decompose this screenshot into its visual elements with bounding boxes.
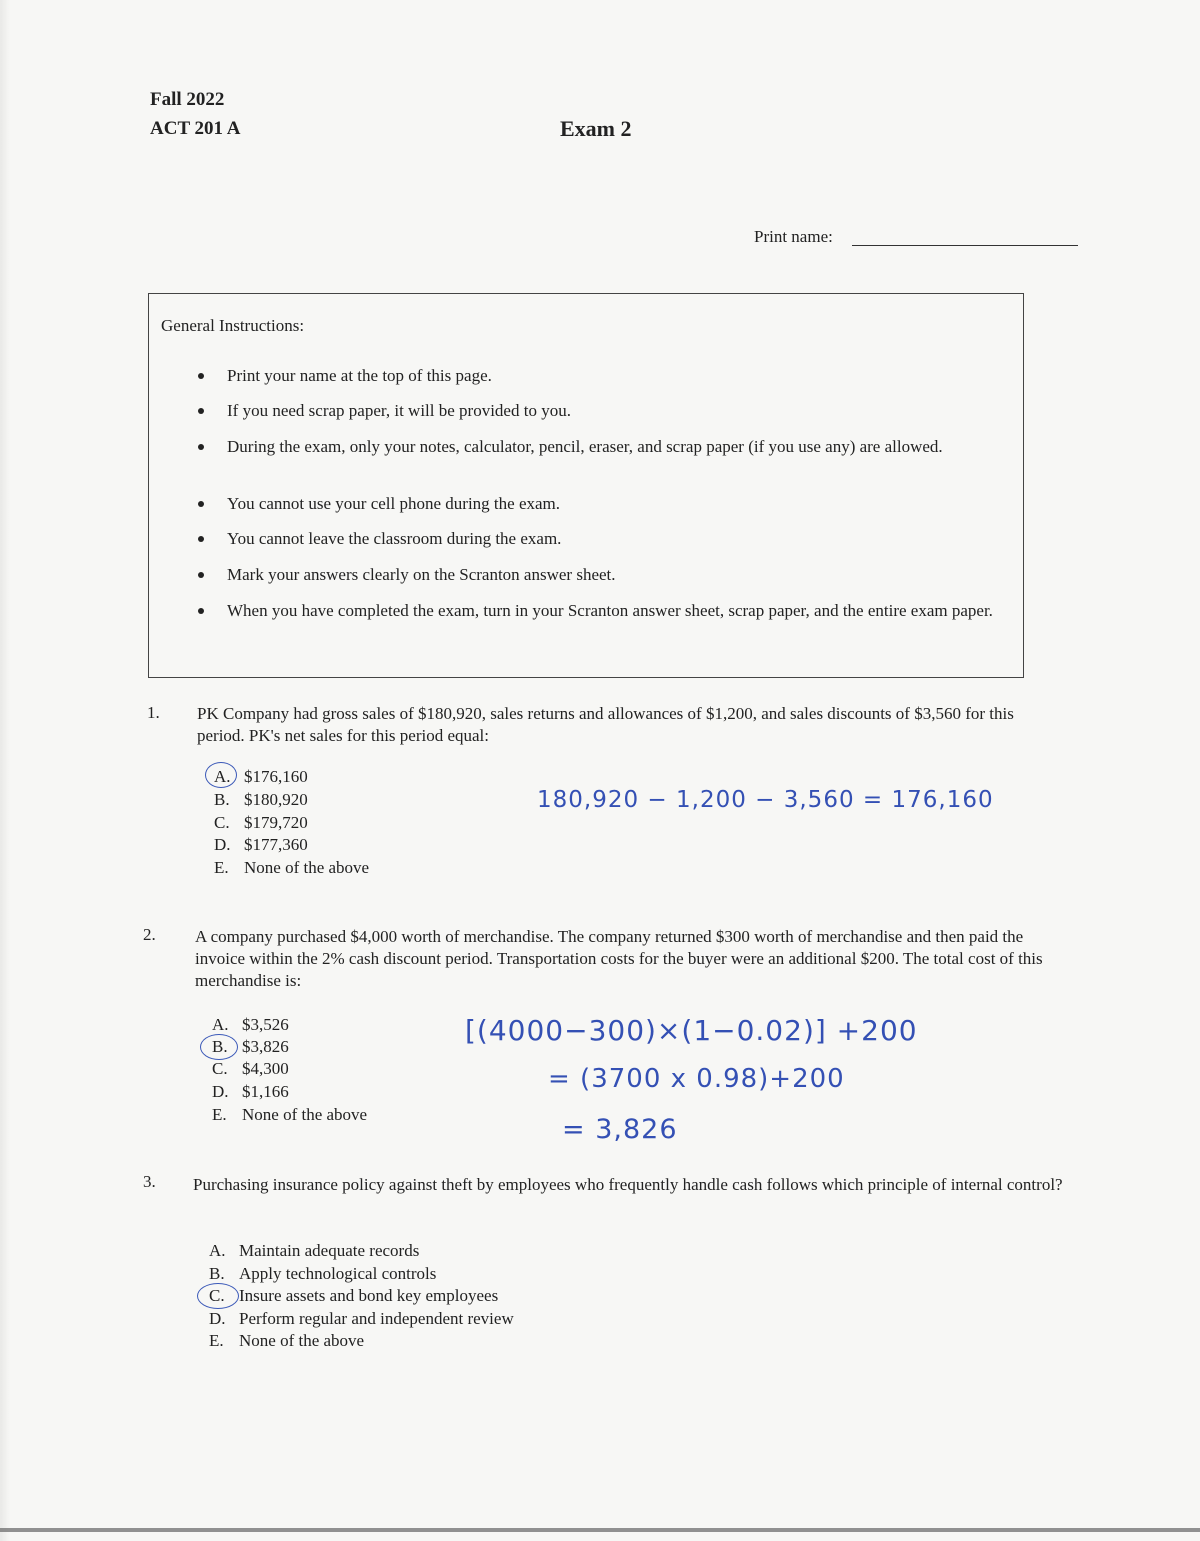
option-b[interactable]: [212, 1036, 289, 1058]
instruction-text: Print your name at the top of this page.: [227, 366, 492, 385]
option-d[interactable]: [212, 1081, 289, 1103]
instruction-text: If you need scrap paper, it will be provided to you.: [227, 401, 571, 420]
instruction-item: [227, 564, 1017, 585]
bullet-icon: [198, 608, 204, 614]
question-text: Purchasing insurance policy against theft by employees who frequently handle cash follows which principle of internal control?: [193, 1175, 1063, 1194]
option-letter: B.: [209, 1264, 225, 1283]
option-letter: D.: [209, 1309, 226, 1328]
option-text: None of the above: [244, 858, 370, 877]
term-label: Fall 2022: [150, 89, 225, 110]
scan-edge-line: [0, 1528, 1200, 1532]
option-text: Apply technological controls: [239, 1264, 437, 1283]
instruction-text: When you have completed the exam, turn in your Scranton answer sheet, scrap paper, and the entire exam paper.: [227, 601, 993, 620]
option-letter: B.: [212, 1037, 228, 1056]
instruction-item: [227, 528, 1017, 549]
print-name-label: Print name:: [754, 227, 833, 246]
handwritten-work: 180,920 − 1,200 − 3,560 = 176,160: [537, 787, 994, 813]
instruction-item: [227, 365, 1017, 386]
instruction-item: [227, 493, 1017, 514]
option-letter: D.: [212, 1082, 229, 1101]
handwritten-work: = (3700 x 0.98)+200: [548, 1064, 845, 1094]
question-text: PK Company had gross sales of $180,920, sales returns and allowances of $1,200, and sales discounts of $3,560 for this period. PK's net sales for this period equal:: [197, 704, 1014, 745]
option-letter: E.: [209, 1331, 224, 1350]
handwritten-work: = 3,826: [562, 1114, 678, 1145]
option-a[interactable]: [214, 766, 308, 788]
option-a[interactable]: [209, 1240, 419, 1262]
option-c[interactable]: [212, 1058, 289, 1080]
option-text: $1,166: [242, 1082, 289, 1101]
option-letter: A.: [214, 767, 231, 786]
course-label: ACT 201 A: [150, 118, 241, 139]
option-letter: A.: [209, 1241, 226, 1260]
instruction-item: [227, 436, 1017, 457]
option-text: $4,300: [242, 1059, 289, 1078]
option-e[interactable]: [212, 1104, 367, 1126]
option-text: None of the above: [242, 1105, 368, 1124]
instruction-text: During the exam, only your notes, calculator, pencil, eraser, and scrap paper (if you use any) are allowed.: [227, 437, 943, 456]
instruction-text: Mark your answers clearly on the Scranton answer sheet.: [227, 565, 616, 584]
option-e[interactable]: [209, 1330, 364, 1352]
bullet-icon: [198, 572, 204, 578]
option-text: $3,826: [242, 1037, 289, 1056]
instruction-item: [227, 600, 1017, 621]
scan-shadow: [0, 0, 10, 1541]
option-d[interactable]: [209, 1308, 514, 1330]
option-text: $176,160: [244, 767, 308, 786]
option-a[interactable]: [212, 1014, 289, 1036]
handwritten-work: [(4000−300)×(1−0.02)] +200: [465, 1014, 918, 1047]
option-letter: B.: [214, 790, 230, 809]
print-name-line[interactable]: [852, 245, 1078, 246]
question-number: 1.: [147, 703, 160, 722]
option-text: Insure assets and bond key employees: [239, 1286, 499, 1305]
option-c[interactable]: [209, 1285, 498, 1307]
option-text: $3,526: [242, 1015, 289, 1034]
exam-title: Exam 2: [560, 116, 632, 141]
option-letter: A.: [212, 1015, 229, 1034]
option-text: Maintain adequate records: [239, 1241, 420, 1260]
option-letter: E.: [214, 858, 229, 877]
bullet-icon: [198, 373, 204, 379]
instruction-text: You cannot use your cell phone during the exam.: [227, 494, 561, 513]
bullet-icon: [198, 501, 204, 507]
question-text: A company purchased $4,000 worth of merchandise. The company returned $300 worth of merchandise and then paid the invoice within the 2% cash discount period. Transportation costs for the buyer were an additional $200. The total cost of this merchandise is:: [195, 927, 1043, 990]
option-letter: D.: [214, 835, 231, 854]
option-text: Perform regular and independent review: [239, 1309, 514, 1328]
option-text: $179,720: [244, 813, 308, 832]
bullet-icon: [198, 536, 204, 542]
instructions-box: [148, 293, 1024, 678]
option-text: None of the above: [239, 1331, 365, 1350]
instruction-item: [227, 400, 1017, 421]
question-number: 2.: [143, 925, 156, 944]
option-text: $177,360: [244, 835, 308, 854]
bullet-icon: [198, 408, 204, 414]
option-letter: E.: [212, 1105, 227, 1124]
option-e[interactable]: [214, 857, 369, 879]
option-b[interactable]: [209, 1263, 436, 1285]
instructions-title: General Instructions:: [161, 316, 305, 335]
option-letter: C.: [209, 1286, 225, 1305]
bullet-icon: [198, 444, 204, 450]
option-b[interactable]: [214, 789, 308, 811]
option-letter: C.: [212, 1059, 228, 1078]
instruction-text: You cannot leave the classroom during the exam.: [227, 529, 562, 548]
option-d[interactable]: [214, 834, 308, 856]
option-c[interactable]: [214, 812, 308, 834]
option-letter: C.: [214, 813, 230, 832]
question-number: 3.: [143, 1172, 156, 1191]
option-text: $180,920: [244, 790, 308, 809]
